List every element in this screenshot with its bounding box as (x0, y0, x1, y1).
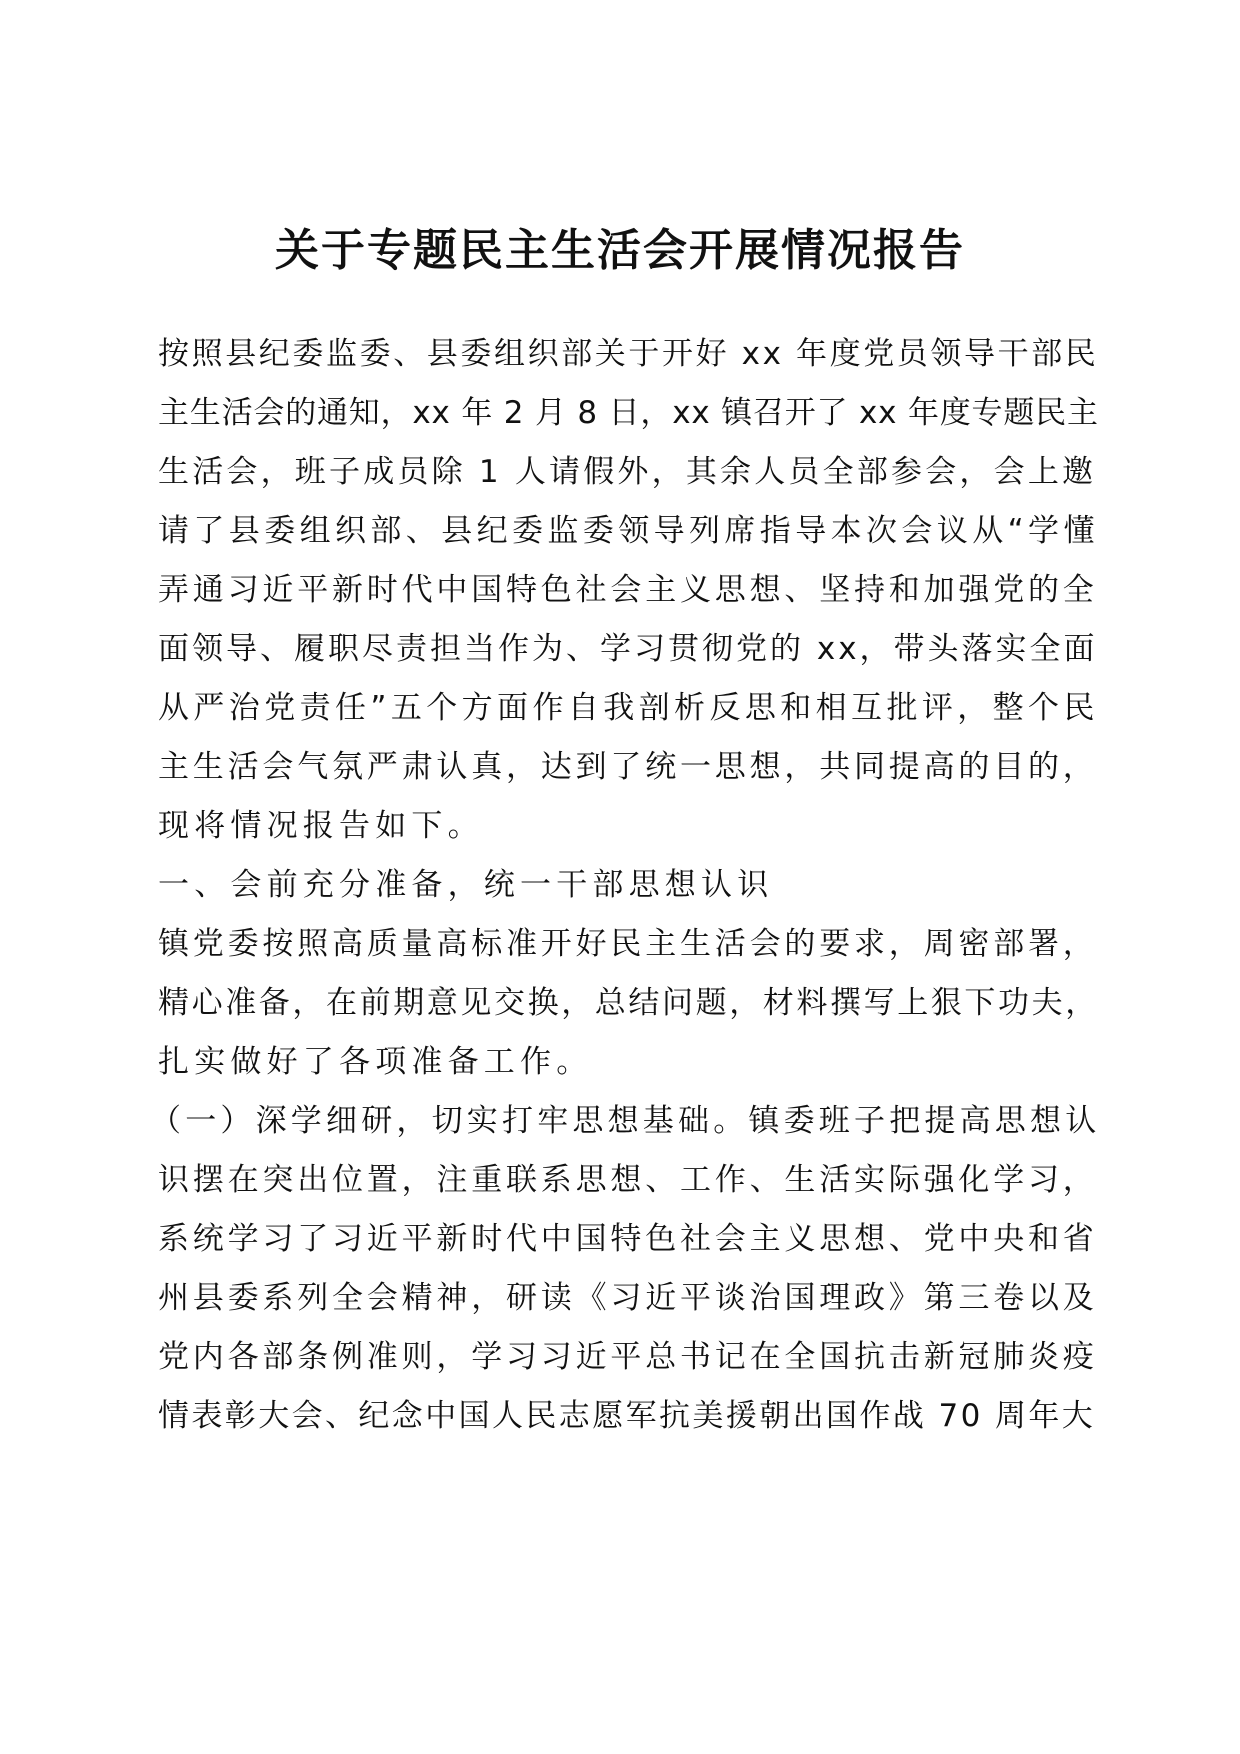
paragraph-line: 生活会，班子成员除 1 人请假外，其余人员全部参会，会上邀 (158, 454, 1097, 490)
paragraph-line: 从严治党责任”五个方面作自我剖析反思和相互批评，整个民 (158, 690, 1099, 726)
paragraph-line: 弄通习近平新时代中国特色社会主义思想、坚持和加强党的全 (158, 572, 1098, 608)
paragraph-line: 面领导、履职尽责担当作为、学习贯彻党的 xx，带头落实全面 (158, 631, 1098, 667)
paragraph-line: 现将情况报告如下。 (158, 808, 484, 844)
paragraph-line: 系统学习了习近平新时代中国特色社会主义思想、党中央和省 (158, 1221, 1098, 1257)
paragraph-line: 请了县委组织部、县纪委监委领导列席指导本次会议从“学懂 (158, 513, 1099, 549)
paragraph-line: 扎实做好了各项准备工作。 (158, 1044, 593, 1080)
document-title: 关于专题民主生活会开展情况报告 (275, 225, 965, 276)
section-heading: 一、会前充分准备，统一干部思想认识 (158, 867, 774, 903)
paragraph-line: 主生活会气氛严肃认真，达到了统一思想，共同提高的目的， (158, 749, 1098, 785)
subsection-line: （一）深学细研，切实打牢思想基础。镇委班子把提高思想认 (150, 1103, 1101, 1139)
paragraph-line: 识摆在突出位置，注重联系思想、工作、生活实际强化学习， (158, 1162, 1098, 1198)
paragraph-line: 主生活会的通知，xx 年 2 月 8 日，xx 镇召开了 xx 年度专题民主 (158, 395, 1099, 431)
paragraph-line: 精心准备，在前期意见交换，总结问题，材料撰写上狠下功夫， (158, 985, 1099, 1021)
paragraph-line: 州县委系列全会精神，研读《习近平谈治国理政》第三卷以及 (158, 1280, 1098, 1316)
paragraph-line: 按照县纪委监委、县委组织部关于开好 xx 年度党员领导干部民 (158, 336, 1099, 372)
paragraph-line: 镇党委按照高质量高标准开好民主生活会的要求，周密部署， (158, 926, 1098, 962)
paragraph-line: 党内各部条例准则，学习习近平总书记在全国抗击新冠肺炎疫 (158, 1339, 1098, 1375)
paragraph-line: 情表彰大会、纪念中国人民志愿军抗美援朝出国作战 70 周年大 (158, 1398, 1096, 1434)
